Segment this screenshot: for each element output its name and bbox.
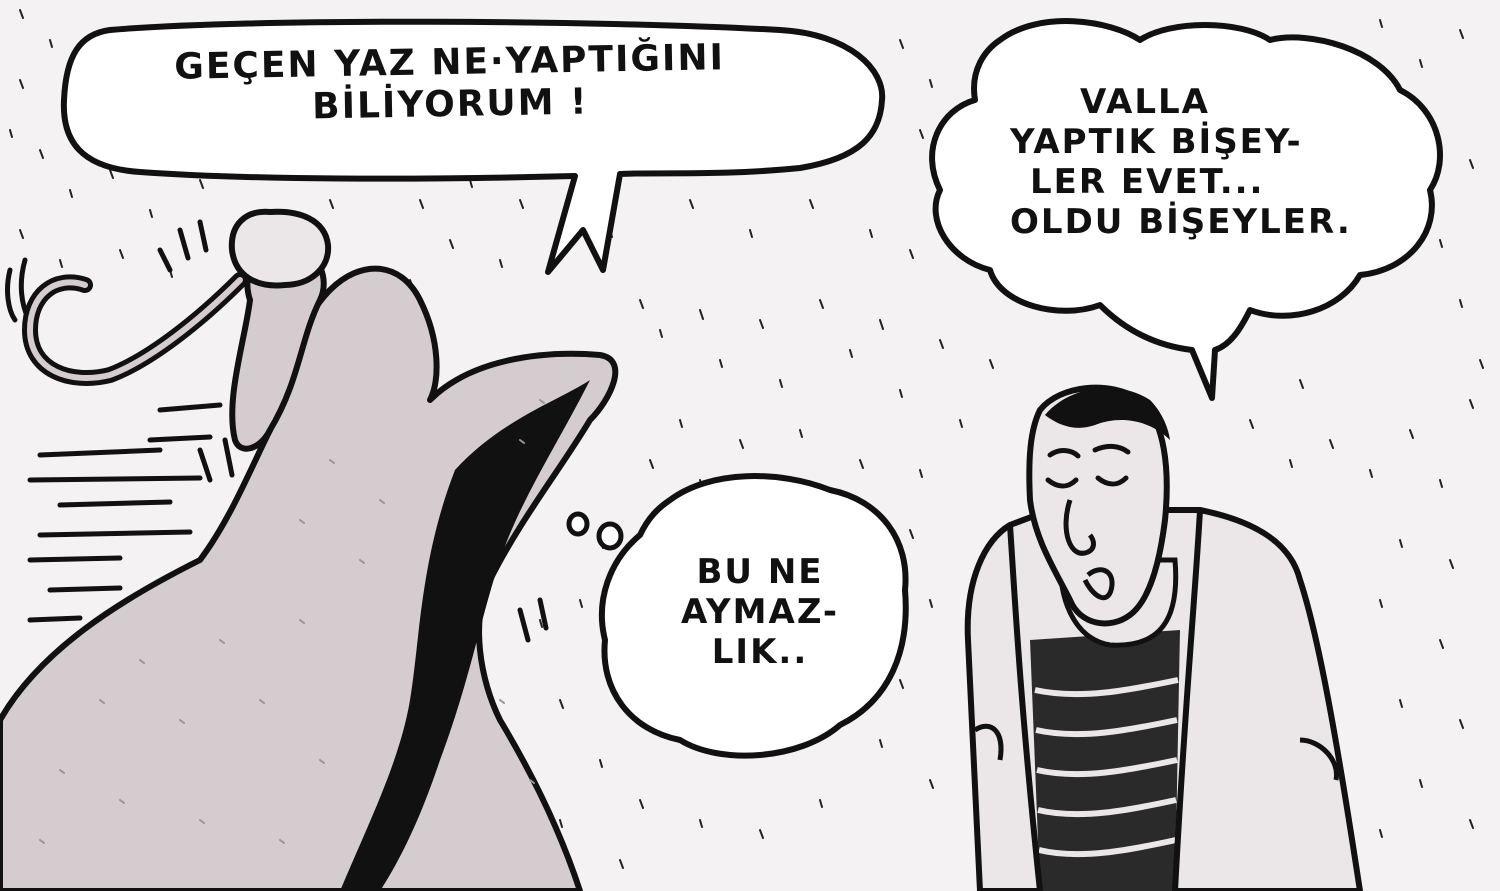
- speech-line-4: OLDU BİŞEYLER.: [1010, 202, 1352, 243]
- speech-line-2: BİLİYORUM !: [311, 82, 589, 128]
- thought-line-3: LIK..: [711, 632, 809, 673]
- thought-dot-1: [569, 514, 587, 534]
- thought-line-1: BU NE: [696, 552, 824, 592]
- thought-line-2: AYMAZ-: [681, 592, 839, 633]
- thought-bubble-text: [660, 552, 860, 672]
- speech-bubble-left-text: [149, 37, 750, 132]
- speech-line-1: VALLA: [1080, 82, 1210, 122]
- speech-line-3: LER EVET...: [1030, 162, 1265, 203]
- thought-dot-2: [599, 524, 621, 548]
- speech-line-2: YAPTIK BİŞEY-: [1010, 122, 1303, 163]
- speech-bubble-right-text: [1010, 82, 1370, 242]
- hooded-figure: [0, 212, 615, 891]
- speech-line-1: GEÇEN YAZ NE·YAPTIĞINI: [173, 37, 726, 88]
- man-figure: [968, 388, 1360, 891]
